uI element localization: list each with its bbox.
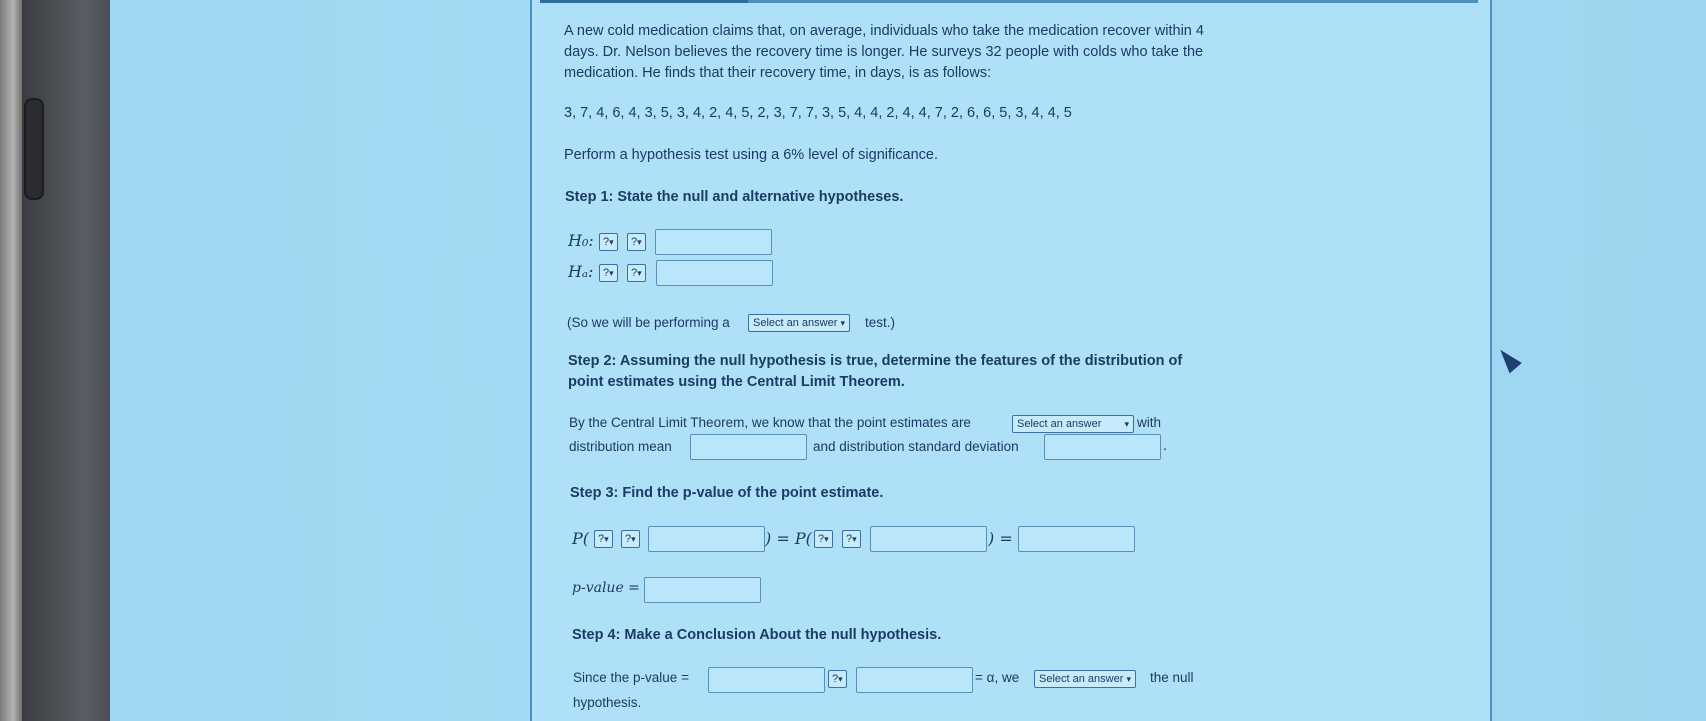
h0-operator-select[interactable]: ?▾ bbox=[627, 233, 646, 251]
panel-tab-border bbox=[540, 0, 748, 3]
instruction-text: Perform a hypothesis test using a 6% level of significance. bbox=[564, 147, 938, 163]
problem-text-line3: medication. He finds that their recovery time, in days, is as follows: bbox=[564, 65, 992, 81]
hypothesis-text: hypothesis. bbox=[573, 695, 642, 710]
device-side-button bbox=[24, 98, 44, 200]
step2-heading-line1: Step 2: Assuming the null hypothesis is true, determine the features of the distribution of bbox=[568, 353, 1183, 369]
step2-heading-line2: point estimates using the Central Limit Theorem. bbox=[568, 374, 905, 390]
distribution-shape-select[interactable]: Select an answer ▾ bbox=[1012, 415, 1134, 433]
question-panel bbox=[530, 0, 1492, 721]
p-open-1: P( bbox=[572, 529, 590, 548]
device-frame bbox=[22, 0, 110, 721]
clt-text: By the Central Limit Theorem, we know that the point estimates are bbox=[569, 415, 971, 430]
p-value-input-2[interactable] bbox=[870, 526, 987, 552]
p-operator-select-2[interactable]: ?▾ bbox=[842, 530, 861, 548]
sd-period: . bbox=[1163, 438, 1168, 454]
test-type-prefix: (So we will be performing a bbox=[567, 315, 730, 330]
p-stat-select-2[interactable]: ?▾ bbox=[814, 530, 833, 548]
alpha-input[interactable] bbox=[856, 667, 973, 693]
alpha-text: = α, we bbox=[975, 670, 1020, 685]
p-stat-select-1[interactable]: ?▾ bbox=[594, 530, 613, 548]
mean-label: distribution mean bbox=[569, 439, 672, 454]
sd-label: and distribution standard deviation bbox=[813, 439, 1019, 454]
p-eq-end: ) = bbox=[988, 529, 1013, 548]
ha-label: Hₐ: bbox=[568, 262, 594, 281]
p-operator-select-1[interactable]: ?▾ bbox=[621, 530, 640, 548]
conclusion-decision-select[interactable]: Select an answer ▾ bbox=[1034, 670, 1136, 688]
distribution-mean-input[interactable] bbox=[690, 434, 807, 460]
step3-heading: Step 3: Find the p-value of the point estimate. bbox=[570, 485, 884, 501]
pvalue-input[interactable] bbox=[644, 577, 761, 603]
step4-heading: Step 4: Make a Conclusion About the null hypothesis. bbox=[572, 627, 942, 643]
since-text: Since the p-value = bbox=[573, 670, 689, 685]
h0-value-input[interactable] bbox=[655, 229, 772, 255]
screen-area bbox=[110, 0, 1706, 721]
test-type-select[interactable]: Select an answer ▾ bbox=[748, 314, 850, 332]
with-text: with bbox=[1137, 415, 1162, 430]
null-text: the null bbox=[1150, 670, 1194, 685]
pvalue-label: p-value = bbox=[572, 580, 640, 596]
h0-param-select[interactable]: ?▾ bbox=[599, 233, 618, 251]
ha-param-select[interactable]: ?▾ bbox=[599, 264, 618, 282]
since-pvalue-input[interactable] bbox=[708, 667, 825, 693]
device-bezel bbox=[0, 0, 22, 721]
problem-text-line2: days. Dr. Nelson believes the recovery time is longer. He surveys 32 people with colds who take the bbox=[564, 44, 1204, 60]
probability-result-input[interactable] bbox=[1018, 526, 1135, 552]
p-open-2: ) = P( bbox=[765, 529, 812, 548]
ha-value-input[interactable] bbox=[656, 260, 773, 286]
test-type-suffix: test.) bbox=[865, 315, 896, 330]
conclusion-compare-select[interactable]: ?▾ bbox=[828, 670, 847, 688]
ha-operator-select[interactable]: ?▾ bbox=[627, 264, 646, 282]
data-values: 3, 7, 4, 6, 4, 3, 5, 3, 4, 2, 4, 5, 2, 3, 7, 7, 3, 5, 4, 4, 2, 4, 4, 7, 2, 6, 6, 5, 3, 4, 4, 5 bbox=[564, 105, 1072, 121]
problem-text-line1: A new cold medication claims that, on average, individuals who take the medication recover within 4 bbox=[564, 23, 1204, 39]
distribution-sd-input[interactable] bbox=[1044, 434, 1161, 460]
step1-heading: Step 1: State the null and alternative hypotheses. bbox=[565, 189, 904, 205]
p-value-input-1[interactable] bbox=[648, 526, 765, 552]
h0-label: H₀: bbox=[568, 231, 594, 250]
